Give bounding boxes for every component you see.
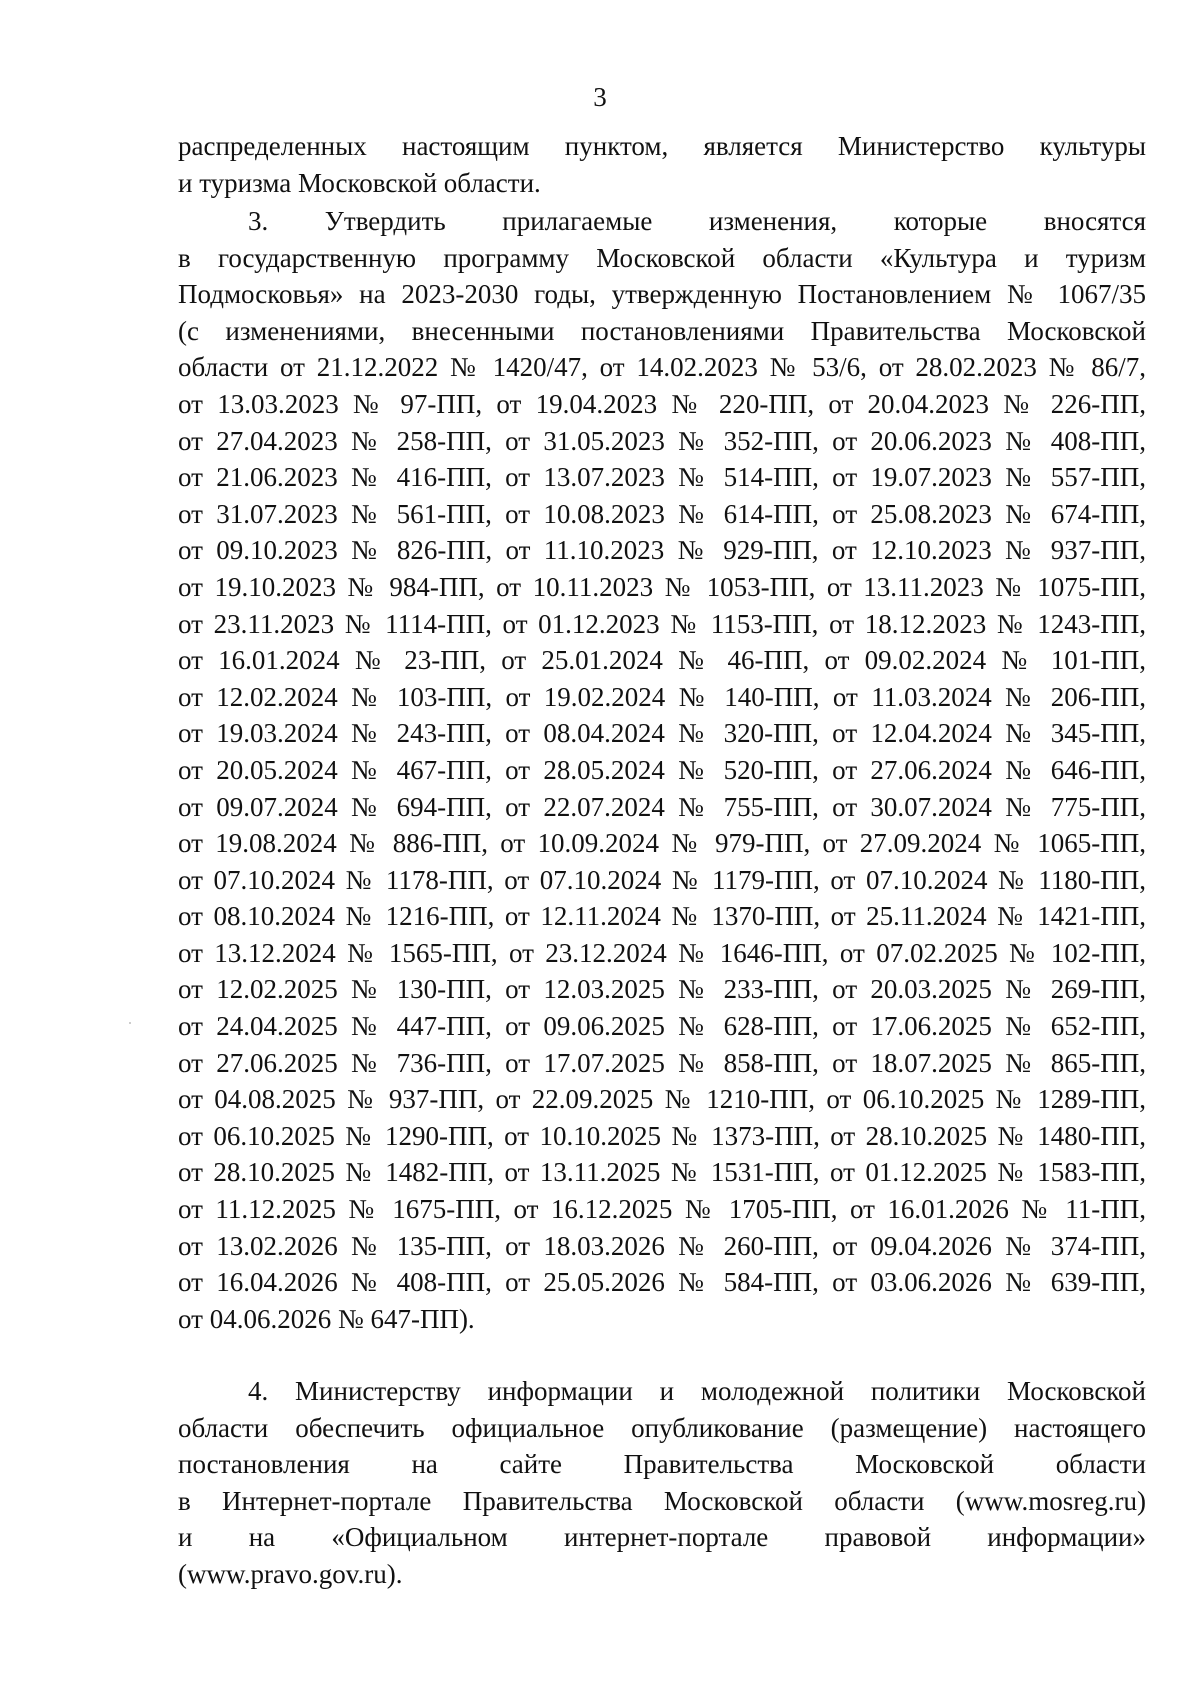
text-line: от 04.08.2025 № 937-ПП, от 22.09.2025 № 1210-ПП, от 06.10.2025 № 1289-ПП, xyxy=(178,1084,1146,1115)
text-line: от 16.04.2026 № 408-ПП, от 25.05.2026 № 584-ПП, от 03.06.2026 № 639-ПП, xyxy=(178,1267,1146,1298)
paragraph-4 xyxy=(178,1373,1146,1593)
text-line: Подмосковья» на 2023-2030 годы, утвержденную Постановлением № 1067/35 xyxy=(178,279,1146,310)
text-line: области от 21.12.2022 № 1420/47, от 14.02.2023 № 53/6, от 28.02.2023 № 86/7, xyxy=(178,352,1146,383)
text-line: от 19.08.2024 № 886-ПП, от 10.09.2024 № 979-ПП, от 27.09.2024 № 1065-ПП, xyxy=(178,828,1146,859)
text-line: от 27.04.2023 № 258-ПП, от 31.05.2023 № 352-ПП, от 20.06.2023 № 408-ПП, xyxy=(178,425,1146,456)
text-line: (с изменениями, внесенными постановлениями Правительства Московской xyxy=(178,315,1146,346)
text-line: от 13.12.2024 № 1565-ПП, от 23.12.2024 № 1646-ПП, от 07.02.2025 № 102-ПП, xyxy=(178,937,1146,968)
text-line: от 19.03.2024 № 243-ПП, от 08.04.2024 № 320-ПП, от 12.04.2024 № 345-ПП, xyxy=(178,718,1146,749)
text-line: от 06.10.2025 № 1290-ПП, от 10.10.2025 № 1373-ПП, от 28.10.2025 № 1480-ПП, xyxy=(178,1120,1146,1151)
scan-speck xyxy=(129,1022,131,1024)
text-line: от 16.01.2024 № 23-ПП, от 25.01.2024 № 46-ПП, от 09.02.2024 № 101-ПП, xyxy=(178,645,1146,676)
page-number: 3 xyxy=(593,82,607,112)
text-line: и туризма Московской области. xyxy=(178,167,541,198)
text-line: (www.pravo.gov.ru). xyxy=(178,1558,403,1589)
text-line: от 13.03.2023 № 97-ПП, от 19.04.2023 № 220-ПП, от 20.04.2023 № 226-ПП, xyxy=(178,388,1146,419)
text-line: 4. Министерству информации и молодежной политики Московской xyxy=(248,1376,1146,1406)
text-line: от 20.05.2024 № 467-ПП, от 28.05.2024 № 520-ПП, от 27.06.2024 № 646-ПП, xyxy=(178,754,1146,785)
text-line: в Интернет-портале Правительства Московской области (www.mosreg.ru) xyxy=(178,1485,1146,1516)
text-line: от 04.06.2026 № 647-ПП). xyxy=(178,1303,475,1334)
paragraph-3 xyxy=(178,203,1146,1337)
text-line: от 19.10.2023 № 984-ПП, от 10.11.2023 № 1053-ПП, от 13.11.2023 № 1075-ПП, xyxy=(178,571,1146,602)
text-line: от 28.10.2025 № 1482-ПП, от 13.11.2025 № 1531-ПП, от 01.12.2025 № 1583-ПП, xyxy=(178,1157,1146,1188)
text-line: от 12.02.2024 № 103-ПП, от 19.02.2024 № 140-ПП, от 11.03.2024 № 206-ПП, xyxy=(178,681,1146,712)
text-line: 3. Утвердить прилагаемые изменения, которые вносятся xyxy=(248,206,1146,236)
text-line: и на «Официальном интернет-портале правовой информации» xyxy=(178,1522,1146,1553)
text-line: от 09.10.2023 № 826-ПП, от 11.10.2023 № 929-ПП, от 12.10.2023 № 937-ПП, xyxy=(178,535,1146,566)
text-line: от 27.06.2025 № 736-ПП, от 17.07.2025 № 858-ПП, от 18.07.2025 № 865-ПП, xyxy=(178,1047,1146,1078)
text-line: области обеспечить официальное опубликование (размещение) настоящего xyxy=(178,1412,1146,1443)
text-line: от 24.04.2025 № 447-ПП, от 09.06.2025 № 628-ПП, от 17.06.2025 № 652-ПП, xyxy=(178,1011,1146,1042)
text-line: от 11.12.2025 № 1675-ПП, от 16.12.2025 № 1705-ПП, от 16.01.2026 № 11-ПП, xyxy=(178,1194,1146,1225)
continuation-paragraph xyxy=(178,128,1146,201)
text-line: от 09.07.2024 № 694-ПП, от 22.07.2024 № 755-ПП, от 30.07.2024 № 775-ПП, xyxy=(178,791,1146,822)
text-line: постановления на сайте Правительства Московской области xyxy=(178,1449,1146,1480)
text-line: распределенных настоящим пунктом, является Министерство культуры xyxy=(178,131,1146,161)
text-line: от 21.06.2023 № 416-ПП, от 13.07.2023 № 514-ПП, от 19.07.2023 № 557-ПП, xyxy=(178,462,1146,493)
text-line: в государственную программу Московской области «Культура и туризм xyxy=(178,242,1146,273)
text-line: от 07.10.2024 № 1178-ПП, от 07.10.2024 № 1179-ПП, от 07.10.2024 № 1180-ПП, xyxy=(178,864,1146,895)
text-line: от 08.10.2024 № 1216-ПП, от 12.11.2024 № 1370-ПП, от 25.11.2024 № 1421-ПП, xyxy=(178,901,1146,932)
text-line: от 23.11.2023 № 1114-ПП, от 01.12.2023 № 1153-ПП, от 18.12.2023 № 1243-ПП, xyxy=(178,608,1146,639)
text-line: от 31.07.2023 № 561-ПП, от 10.08.2023 № 614-ПП, от 25.08.2023 № 674-ПП, xyxy=(178,498,1146,529)
text-line: от 12.02.2025 № 130-ПП, от 12.03.2025 № 233-ПП, от 20.03.2025 № 269-ПП, xyxy=(178,974,1146,1005)
text-line: от 13.02.2026 № 135-ПП, от 18.03.2026 № 260-ПП, от 09.04.2026 № 374-ПП, xyxy=(178,1230,1146,1261)
